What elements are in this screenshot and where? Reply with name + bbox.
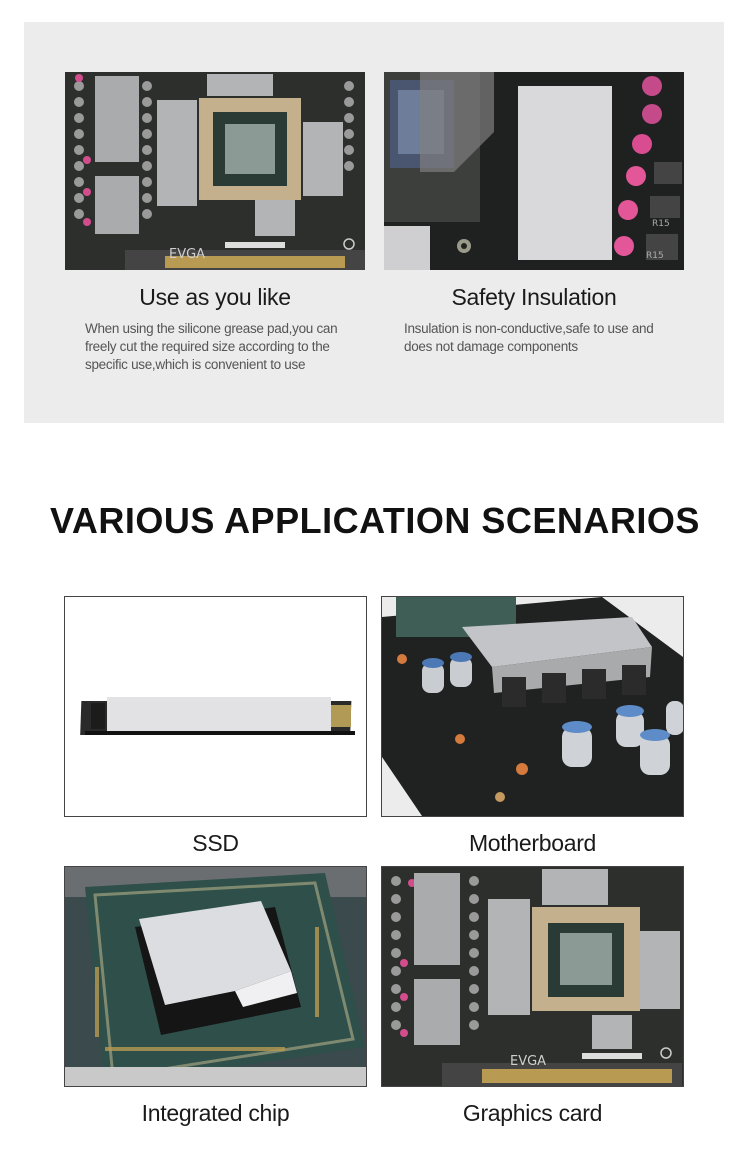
ssd-photo — [64, 596, 367, 817]
section-heading: VARIOUS APPLICATION SCENARIOS — [50, 500, 700, 541]
graphics-card-photo — [65, 72, 365, 270]
svg-text:R15: R15 — [652, 219, 670, 229]
scenario-caption: Graphics card — [462, 1100, 603, 1126]
scenario-ssd — [64, 596, 367, 857]
feature-use-as-you-like — [65, 72, 365, 374]
feature-title: Use as you like — [139, 284, 291, 310]
scenario-caption: Motherboard — [468, 830, 597, 856]
svg-text:EVGA: EVGA — [510, 1054, 547, 1069]
scenario-caption: SSD — [192, 830, 239, 856]
scenario-integrated-chip — [64, 866, 367, 1127]
feature-title: Safety Insulation — [451, 284, 617, 310]
motherboard-photo — [381, 596, 684, 817]
feature-safety-insulation — [384, 72, 684, 356]
feature-description: When using the silicone grease pad,you can freely cut the required size according to the specific use,which is convenient to use — [85, 321, 338, 372]
scenario-graphics-card — [381, 866, 684, 1127]
graphics-card-photo — [381, 866, 684, 1087]
svg-text:EVGA: EVGA — [169, 247, 206, 262]
scenario-caption: Integrated chip — [141, 1100, 290, 1126]
chip-photo — [64, 866, 367, 1087]
scenario-motherboard — [381, 596, 684, 857]
feature-description: Insulation is non-conductive,safe to use and does not damage components — [404, 321, 654, 354]
svg-text:R15: R15 — [646, 251, 664, 261]
circuit-board-photo — [384, 72, 684, 270]
features-panel — [24, 22, 724, 423]
